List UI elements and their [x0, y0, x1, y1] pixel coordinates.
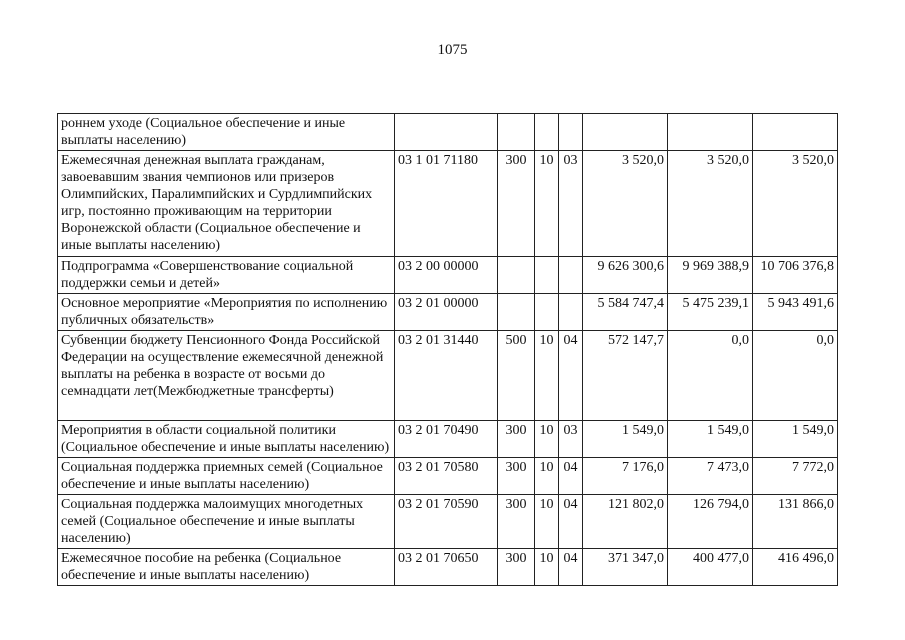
row-year2-cell: 9 969 388,9 [668, 257, 753, 294]
row-rz-cell: 10 [535, 151, 559, 257]
row-name-cell: Подпрограмма «Совершенствование социальной поддержки семьи и детей» [58, 257, 395, 294]
table-row [58, 421, 838, 458]
row-year3-cell: 0,0 [753, 331, 838, 421]
row-name-cell: Ежемесячная денежная выплата гражданам, завоевавшим звания чемпионов или призеров Олимпийских, Паралимпийских и Сурдлимпийских игр, постоянно проживающим на территории Воронежской области (Социальное обеспечение и иные выплаты населению) [58, 151, 395, 257]
row-year1-cell: 371 347,0 [583, 549, 668, 586]
table-row [58, 549, 838, 586]
row-year1-cell: 7 176,0 [583, 458, 668, 495]
row-pr-cell: 03 [559, 151, 583, 257]
row-code-cell: 03 2 01 70650 [395, 549, 498, 586]
row-year2-cell: 5 475 239,1 [668, 294, 753, 331]
row-year2-cell: 3 520,0 [668, 151, 753, 257]
table-row [58, 331, 838, 421]
row-year3-cell [753, 114, 838, 151]
row-rz-cell [535, 294, 559, 331]
row-vr-cell [498, 257, 535, 294]
row-year3-cell: 10 706 376,8 [753, 257, 838, 294]
row-code-cell: 03 2 01 70490 [395, 421, 498, 458]
row-rz-cell: 10 [535, 421, 559, 458]
row-pr-cell: 04 [559, 331, 583, 421]
row-year1-cell: 1 549,0 [583, 421, 668, 458]
row-code-cell [395, 114, 498, 151]
row-year2-cell: 1 549,0 [668, 421, 753, 458]
row-vr-cell: 300 [498, 495, 535, 549]
row-pr-cell [559, 114, 583, 151]
row-name-cell: Социальная поддержка малоимущих многодетных семей (Социальное обеспечение и иные выплаты населению) [58, 495, 395, 549]
row-code-cell: 03 2 01 70580 [395, 458, 498, 495]
row-name-cell: Мероприятия в области социальной политики (Социальное обеспечение и иные выплаты населению) [58, 421, 395, 458]
row-pr-cell: 04 [559, 549, 583, 586]
row-name-cell: Субвенции бюджету Пенсионного Фонда Российской Федерации на осуществление ежемесячной денежной выплаты на ребенка в возрасте от восьми до семнадцати лет(Межбюджетные трансферты) [58, 331, 395, 421]
row-name-cell: роннем уходе (Социальное обеспечение и иные выплаты населению) [58, 114, 395, 151]
row-pr-cell: 03 [559, 421, 583, 458]
row-year3-cell: 5 943 491,6 [753, 294, 838, 331]
row-year3-cell: 1 549,0 [753, 421, 838, 458]
row-rz-cell: 10 [535, 549, 559, 586]
row-rz-cell: 10 [535, 495, 559, 549]
row-code-cell: 03 2 01 31440 [395, 331, 498, 421]
row-year2-cell: 126 794,0 [668, 495, 753, 549]
row-vr-cell: 300 [498, 421, 535, 458]
row-name-cell: Ежемесячное пособие на ребенка (Социальное обеспечение и иные выплаты населению) [58, 549, 395, 586]
table-row [58, 114, 838, 151]
row-vr-cell: 300 [498, 151, 535, 257]
row-year1-cell: 572 147,7 [583, 331, 668, 421]
row-year3-cell: 7 772,0 [753, 458, 838, 495]
row-code-cell: 03 1 01 71180 [395, 151, 498, 257]
table-row [58, 294, 838, 331]
row-rz-cell: 10 [535, 331, 559, 421]
row-year1-cell [583, 114, 668, 151]
row-vr-cell: 500 [498, 331, 535, 421]
row-year2-cell [668, 114, 753, 151]
row-vr-cell: 300 [498, 458, 535, 495]
row-vr-cell [498, 114, 535, 151]
row-rz-cell: 10 [535, 458, 559, 495]
row-year3-cell: 131 866,0 [753, 495, 838, 549]
row-vr-cell: 300 [498, 549, 535, 586]
table-row [58, 495, 838, 549]
row-rz-cell [535, 114, 559, 151]
row-year3-cell: 416 496,0 [753, 549, 838, 586]
budget-table [57, 113, 838, 586]
row-pr-cell: 04 [559, 458, 583, 495]
row-code-cell: 03 2 01 00000 [395, 294, 498, 331]
row-name-cell: Основное мероприятие «Мероприятия по исполнению публичных обязательств» [58, 294, 395, 331]
row-year2-cell: 0,0 [668, 331, 753, 421]
page-number: 1075 [437, 42, 468, 58]
table-row [58, 257, 838, 294]
row-pr-cell [559, 294, 583, 331]
row-year2-cell: 7 473,0 [668, 458, 753, 495]
row-pr-cell: 04 [559, 495, 583, 549]
row-name-cell: Социальная поддержка приемных семей (Социальное обеспечение и иные выплаты населению) [58, 458, 395, 495]
row-year1-cell: 3 520,0 [583, 151, 668, 257]
row-vr-cell [498, 294, 535, 331]
row-year1-cell: 9 626 300,6 [583, 257, 668, 294]
row-year1-cell: 121 802,0 [583, 495, 668, 549]
row-year3-cell: 3 520,0 [753, 151, 838, 257]
row-year2-cell: 400 477,0 [668, 549, 753, 586]
row-pr-cell [559, 257, 583, 294]
table-row [58, 458, 838, 495]
row-code-cell: 03 2 01 70590 [395, 495, 498, 549]
row-year1-cell: 5 584 747,4 [583, 294, 668, 331]
row-code-cell: 03 2 00 00000 [395, 257, 498, 294]
row-rz-cell [535, 257, 559, 294]
table-row [58, 151, 838, 257]
